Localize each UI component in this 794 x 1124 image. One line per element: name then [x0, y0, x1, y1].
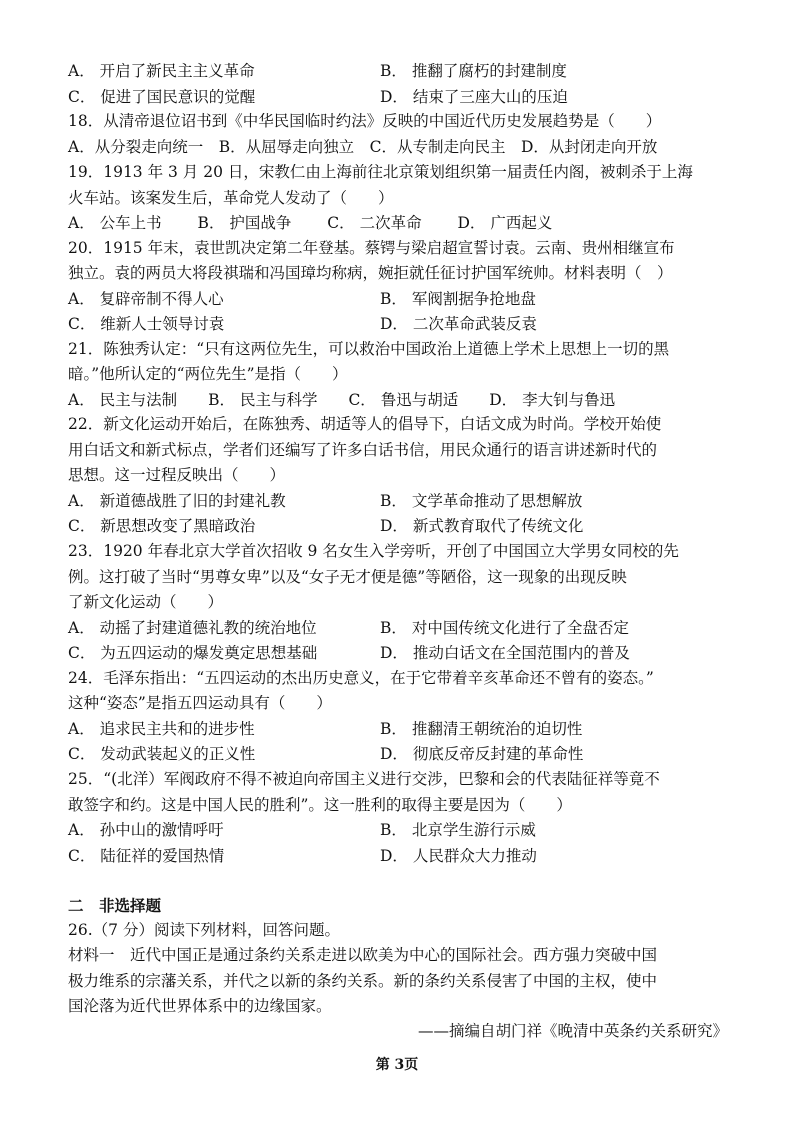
q22-option-b: B． 文学革命推动了思想解放: [380, 492, 583, 510]
q20-option-a: A． 复辟帝制不得人心: [68, 290, 224, 308]
q25-option-d: D． 人民群众大力推动: [380, 847, 537, 865]
q24-option-c: C． 发动武装起义的正义性: [68, 745, 256, 763]
q24-option-b: B． 推翻清王朝统治的迫切性: [380, 720, 583, 738]
material1-line3: 国沦落为近代世界体系中的边缘国家。: [68, 997, 332, 1015]
q23-stem-line1: 23．1920 年春北京大学首次招收 9 名女生入学旁听，开创了中国国立大学男女同校的先: [68, 542, 679, 560]
q20-option-d: D． 二次革命武装反袁: [380, 315, 537, 333]
q19-options: A． 公车上书 B． 护国战争 C． 二次革命 D． 广西起义: [68, 214, 553, 232]
material1-line1: 材料一 近代中国正是通过条约关系走进以欧美为中心的国际社会。西方强力突破中国: [68, 946, 658, 964]
q22-option-c: C． 新思想改变了黑暗政治: [68, 517, 256, 535]
q22-stem-line3: 思想。这一过程反映出（ ）: [68, 466, 286, 484]
q23-stem-line2: 例。这打破了当时“男尊女卑”以及“女子无才便是德”等陋俗，这一现象的出现反映: [68, 568, 627, 586]
q25-stem-line2: 敢签字和约。这是中国人民的胜利”。这一胜利的取得主要是因为（ ）: [68, 796, 572, 814]
q17-option-b: B． 推翻了腐朽的封建制度: [380, 62, 567, 80]
q22-stem-line2: 用白话文和新式标点，学者们还编写了许多白话书信，用民众通行的语言讲述新时代的: [68, 441, 658, 459]
q26-stem: 26.（7 分）阅读下列材料，回答问题。: [68, 921, 340, 939]
q25-option-c: C． 陆征祥的爱国热情: [68, 847, 225, 865]
q20-stem-line1: 20．1915 年末，袁世凯决定第二年登基。蔡锷与梁启超宣誓讨袁。云南、贵州相继宣布: [68, 239, 675, 257]
section-title: 二 非选择题: [68, 896, 162, 915]
q21-options: A． 民主与法制 B． 民主与科学 C． 鲁迅与胡适 D． 李大钊与鲁迅: [68, 391, 616, 409]
q19-stem-line1: 19．1913 年 3 月 20 日，宋教仁由上海前往北京策划组织第一届责任内阁，被刺杀于上海: [68, 163, 693, 181]
q18-options: A．从分裂走向统一 B．从屈辱走向独立 C．从专制走向民主 D．从封闭走向开放: [68, 138, 658, 156]
q25-option-a: A． 孙中山的激情呼吁: [68, 821, 224, 839]
q20-option-b: B． 军阀割据争抢地盘: [380, 290, 536, 308]
q19-stem-line2: 火车站。该案发生后，革命党人发动了（ ）: [68, 189, 394, 207]
q24-option-a: A． 追求民主共和的进步性: [68, 720, 255, 738]
q17-option-d: D． 结束了三座大山的压迫: [380, 88, 568, 106]
q17-option-a: A． 开启了新民主主义革命: [68, 62, 255, 80]
q23-stem-line3: 了新文化运动（ ）: [68, 593, 224, 611]
q24-option-d: D． 彻底反帝反封建的革命性: [380, 745, 584, 763]
q23-option-d: D． 推动白话文在全国范围内的普及: [380, 644, 630, 662]
page-number: 第 3页: [375, 1057, 419, 1073]
q18-stem: 18．从清帝退位诏书到《中华民国临时约法》反映的中国近代历史发展趋势是（ ）: [68, 112, 662, 130]
q21-stem-line1: 21．陈独秀认定：“只有这两位先生，可以救治中国政治上道德上学术上思想上一切的黑: [68, 340, 670, 358]
q23-option-a: A． 动摇了封建道德礼教的统治地位: [68, 619, 317, 637]
q22-stem-line1: 22．新文化运动开始后，在陈独秀、胡适等人的倡导下，白话文成为时尚。学校开始使: [68, 415, 662, 433]
q21-stem-line2: 暗。”他所认定的“两位先生”是指（ ）: [68, 365, 348, 383]
q17-option-c: C． 促进了国民意识的觉醒: [68, 88, 256, 106]
q24-stem-line1: 24．毛泽东指出：“五四运动的杰出历史意义，在于它带着辛亥革命还不曾有的姿态。”: [68, 669, 654, 687]
q24-stem-line2: 这种“姿态”是指五四运动具有（ ）: [68, 694, 332, 712]
material1-line2: 极力维系的宗藩关系，并代之以新的条约关系。新的条约关系侵害了中国的主权，使中: [68, 972, 658, 990]
q22-option-a: A． 新道德战胜了旧的封建礼教: [68, 492, 286, 510]
q20-stem-line2: 独立。袁的两员大将段祺瑞和冯国璋均称病，婉拒就任征讨护国军统帅。材料表明（ ）: [68, 264, 673, 282]
material1-source: ——摘编自胡门祥《晚清中英条约关系研究》: [417, 1022, 728, 1040]
q23-option-c: C． 为五四运动的爆发奠定思想基础: [68, 644, 318, 662]
q20-option-c: C． 维新人士领导讨袁: [68, 315, 225, 333]
q22-option-d: D． 新式教育取代了传统文化: [380, 517, 584, 535]
q25-stem-line1: 25．“(北洋）军阀政府不得不被迫向帝国主义进行交涉，巴黎和会的代表陆征祥等竟不: [68, 770, 660, 788]
q23-option-b: B． 对中国传统文化进行了全盘否定: [380, 619, 629, 637]
q25-option-b: B． 北京学生游行示威: [380, 821, 536, 839]
